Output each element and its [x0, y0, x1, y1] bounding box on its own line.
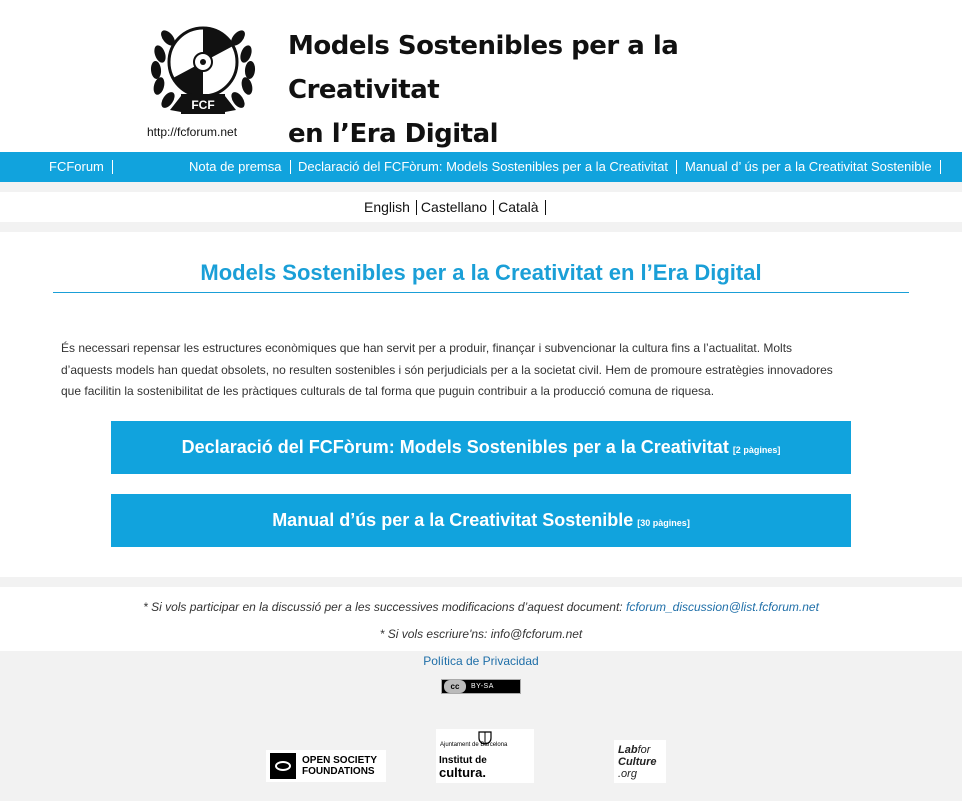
- lang-castellano[interactable]: Castellano: [421, 200, 494, 215]
- icub-line-1: Institut de: [439, 755, 487, 766]
- nav-item-declaration[interactable]: Declaració del FCFòrum: Models Sostenibles per a la Creativitat: [298, 160, 677, 174]
- site-title-line-2: en l’Era Digital: [288, 119, 499, 149]
- lab-line-3: .org: [618, 768, 637, 780]
- intro-line-3: que facilitin la sostenibilitat de les pràctiques culturals de tal forma que puguin contribuir a la producció comuna de riquesa.: [61, 384, 715, 398]
- discussion-email-link[interactable]: fcforum_discussion@list.fcforum.net: [625, 600, 819, 614]
- labforculture-name: [618, 744, 657, 780]
- lab-line-1b: for: [637, 744, 651, 756]
- manual-button-label: Manual d’ús per a la Creativitat Sostenible: [272, 510, 634, 530]
- privacy-policy-link[interactable]: Política de Privacidad: [423, 654, 539, 668]
- lang-english[interactable]: English: [364, 200, 417, 215]
- contact-note: * Si vols escriure'ns: info@fcforum.net: [379, 627, 583, 641]
- logo-url[interactable]: http://fcforum.net: [147, 125, 238, 139]
- open-society-line-1: OPEN SOCIETY: [302, 755, 378, 766]
- site-title: [288, 24, 808, 156]
- declaration-pages: [2 pàgines]: [732, 445, 781, 455]
- manual-download-button[interactable]: [111, 494, 851, 547]
- icub-top-text: Ajuntament de Barcelona: [440, 742, 508, 748]
- license-label: BY-SA: [471, 683, 494, 690]
- open-society-name: [302, 755, 377, 777]
- intro-line-2: d’aquests models han quedat obsolets, no resulten sostenibles i són perjudicials per a la societat civil. Hem de promoure estratègies innovadores: [61, 362, 833, 377]
- logo-abbr: FCF: [191, 98, 215, 112]
- open-society-logo-icon: [270, 753, 296, 779]
- sponsor-open-society[interactable]: [266, 750, 386, 782]
- language-list: [364, 200, 550, 215]
- notes-section: [0, 587, 962, 651]
- page-title: Models Sostenibles per a la Creativitat en l’Era Digital: [53, 256, 909, 293]
- site-title-line-1: Models Sostenibles per a la Creativitat: [288, 31, 679, 105]
- sponsor-institut-cultura[interactable]: [436, 729, 534, 783]
- nav-item-manual[interactable]: Manual d’ ús per a la Creativitat Sostenible: [685, 160, 941, 174]
- cc-icon: cc: [444, 680, 466, 693]
- lab-line-2: Culture: [618, 756, 657, 768]
- language-bar: [0, 192, 962, 222]
- site-header: [0, 0, 962, 152]
- nav-item-press-release[interactable]: Nota de premsa: [189, 160, 291, 174]
- declaration-download-button[interactable]: [111, 421, 851, 474]
- open-society-line-2: FOUNDATIONS: [302, 766, 375, 777]
- declaration-button-label: Declaració del FCFòrum: Models Sostenibles per a la Creativitat: [181, 437, 729, 457]
- discussion-note: [0, 600, 962, 614]
- fcf-logo-icon[interactable]: [148, 14, 258, 124]
- sponsor-labforculture[interactable]: [614, 740, 666, 783]
- lab-line-1: Lab: [618, 744, 638, 756]
- main-nav: [0, 152, 962, 182]
- intro-paragraph: [61, 338, 907, 403]
- icub-name: [439, 755, 487, 779]
- intro-line-1: És necessari repensar les estructures econòmiques que han servit per a produir, finançar i subvencionar la cultura fins a l’actualitat. Molts: [61, 341, 793, 355]
- lang-catala[interactable]: Català: [498, 200, 545, 215]
- main-content: [0, 232, 962, 577]
- manual-pages: [30 pàgines]: [637, 518, 690, 528]
- icub-line-2: cultura.: [439, 765, 486, 780]
- nav-item-fcforum[interactable]: FCForum: [49, 160, 113, 174]
- cc-license-badge[interactable]: [441, 679, 521, 694]
- discussion-note-text: * Si vols participar en la discussió per a les successives modificacions d’aquest document:: [143, 600, 626, 614]
